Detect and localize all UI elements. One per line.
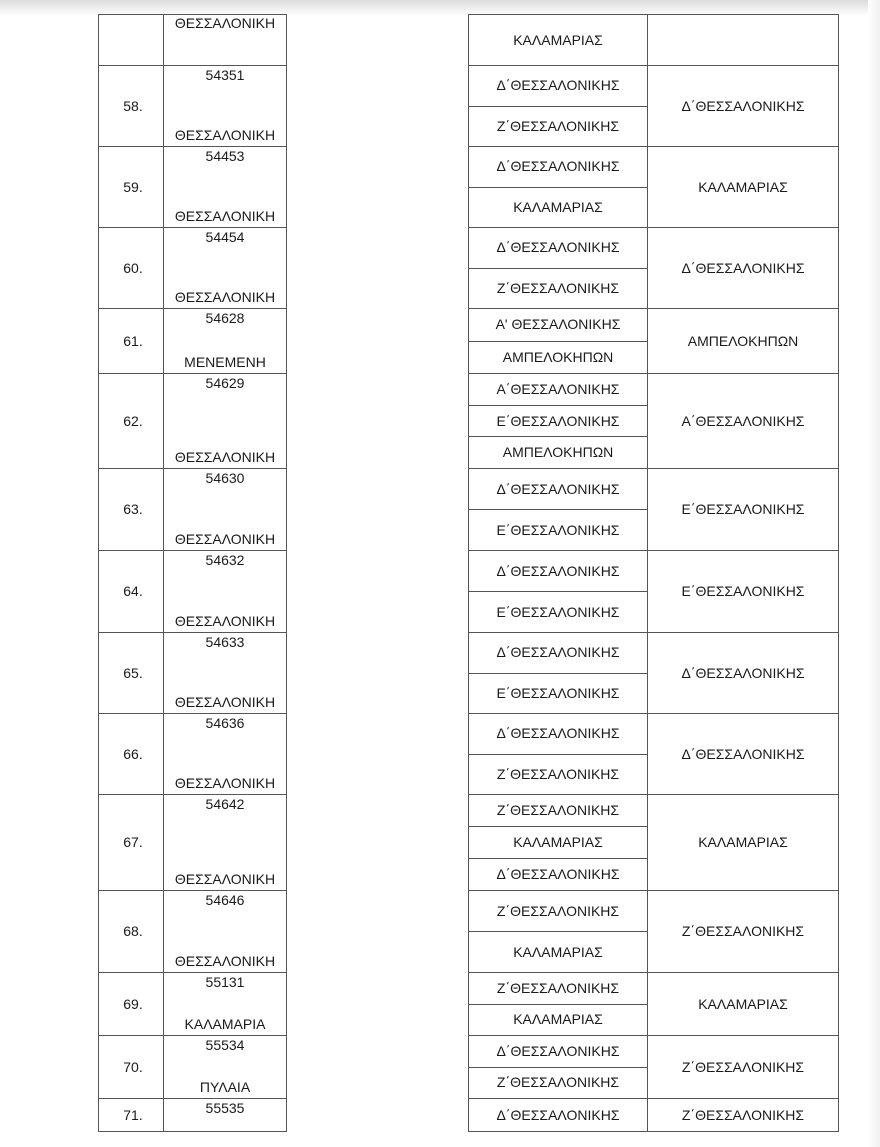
assigned-office: ΑΜΠΕΛΟΚΗΠΩΝ [687, 332, 799, 349]
table-body [99, 15, 839, 1132]
tax-office-item: Δ΄ΘΕΣΣΑΛΟΝΙΚΗΣ [496, 480, 620, 497]
assigned-office-cell [648, 973, 839, 1036]
assigned-office-cell [648, 374, 839, 469]
row-number: 67. [123, 834, 143, 850]
empty-column-cell [287, 66, 469, 147]
tax-office-item: ΚΑΛΑΜΑΡΙΑΣ [469, 1004, 647, 1036]
postal-code-cell [164, 15, 287, 66]
tax-office-item: Δ΄ΘΕΣΣΑΛΟΝΙΚΗΣ [496, 1106, 620, 1123]
table-row [99, 374, 839, 469]
assigned-office: Ζ΄ΘΕΣΣΑΛΟΝΙΚΗΣ [681, 1106, 805, 1123]
postal-code-cell [164, 469, 287, 551]
assigned-office: ΚΑΛΑΜΑΡΙΑΣ [698, 995, 788, 1012]
table-row [99, 469, 839, 551]
postal-code: 55534 [205, 1037, 245, 1053]
city-name: ΘΕΣΣΑΛΟΝΙΚΗ [174, 208, 276, 224]
assigned-office: Ε΄ΘΕΣΣΑΛΟΝΙΚΗΣ [681, 583, 805, 599]
tax-office-item: ΚΑΛΑΜΑΡΙΑΣ [513, 31, 603, 48]
tax-office-item: ΚΑΛΑΜΑΡΙΑΣ [469, 826, 647, 858]
assigned-office-cell [648, 551, 839, 633]
row-number: 60. [123, 259, 143, 276]
postal-city-group [164, 374, 286, 468]
postal-code-cell [164, 551, 287, 633]
tax-office-item: Ζ΄ΘΕΣΣΑΛΟΝΙΚΗΣ [496, 902, 620, 919]
assigned-office-cell [648, 309, 839, 374]
assigned-office-cell [648, 66, 839, 147]
tax-office-list-cell [469, 1036, 648, 1099]
empty-column-cell [287, 469, 469, 551]
row-number: 68. [123, 923, 143, 939]
row-number: 64. [123, 583, 143, 599]
assigned-office-cell [648, 147, 839, 228]
assigned-office-cell [648, 1099, 839, 1132]
postal-city-group [164, 469, 286, 550]
empty-column-cell [287, 714, 469, 795]
tax-office-list [469, 66, 647, 146]
city-name: ΘΕΣΣΑΛΟΝΙΚΗ [174, 449, 276, 465]
row-number: 58. [123, 97, 143, 114]
tax-office-item: Ε΄ΘΕΣΣΑΛΟΝΙΚΗΣ [469, 509, 647, 550]
tax-office-list-cell [469, 374, 648, 469]
row-number-cell [99, 66, 164, 147]
postal-code-cell [164, 891, 287, 973]
postal-city-group [164, 891, 286, 972]
tax-office-list [469, 1036, 647, 1098]
postal-city-group [164, 795, 286, 890]
empty-column-cell [287, 795, 469, 891]
row-number: 71. [123, 1106, 143, 1123]
tax-office-item: Ζ΄ΘΕΣΣΑΛΟΝΙΚΗΣ [469, 268, 647, 309]
empty-column-cell [287, 551, 469, 633]
postal-code-cell [164, 1099, 287, 1132]
tax-office-item: ΑΜΠΕΛΟΚΗΠΩΝ [469, 341, 647, 374]
assigned-office: Α΄ΘΕΣΣΑΛΟΝΙΚΗΣ [681, 412, 805, 429]
assigned-office-cell [648, 469, 839, 551]
tax-office-item: Ζ΄ΘΕΣΣΑΛΟΝΙΚΗΣ [469, 1067, 647, 1099]
postal-code: 54629 [205, 375, 245, 391]
table-row [99, 795, 839, 891]
empty-column-cell [287, 1036, 469, 1099]
table-row [99, 973, 839, 1036]
assigned-office-cell [648, 714, 839, 795]
tax-office-item: Ε΄ΘΕΣΣΑΛΟΝΙΚΗΣ [469, 405, 647, 437]
city-name: ΠΥΛΑΙΑ [199, 1079, 251, 1095]
tax-office-item: Ζ΄ΘΕΣΣΑΛΟΝΙΚΗΣ [469, 106, 647, 147]
assignment-table [98, 14, 839, 1132]
postal-code: 54632 [205, 552, 245, 568]
postal-code: 54453 [205, 148, 245, 164]
postal-city-group [164, 15, 286, 65]
city-name: ΘΕΣΣΑΛΟΝΙΚΗ [174, 613, 276, 629]
table-row [99, 66, 839, 147]
page-right-shadow [868, 0, 880, 1147]
row-number: 65. [123, 664, 143, 681]
row-number: 59. [123, 178, 143, 195]
postal-city-group [164, 147, 286, 227]
city-name: ΘΕΣΣΑΛΟΝΙΚΗ [174, 871, 276, 887]
row-number-cell [99, 633, 164, 714]
table-row [99, 891, 839, 973]
row-number-cell [99, 15, 164, 66]
row-number-cell [99, 1099, 164, 1132]
assigned-office-cell [648, 228, 839, 309]
tax-office-list [469, 228, 647, 308]
postal-code-cell [164, 228, 287, 309]
table-row [99, 147, 839, 228]
postal-city-group [164, 973, 286, 1035]
row-number-cell [99, 973, 164, 1036]
tax-office-list [469, 15, 647, 65]
tax-office-list-cell [469, 973, 648, 1036]
assigned-office: Δ΄ΘΕΣΣΑΛΟΝΙΚΗΣ [681, 97, 805, 114]
tax-office-item: ΚΑΛΑΜΑΡΙΑΣ [469, 187, 647, 228]
postal-city-group [164, 228, 286, 308]
tax-office-list-cell [469, 891, 648, 973]
table-row [99, 633, 839, 714]
tax-office-list [469, 973, 647, 1035]
tax-office-list [469, 633, 647, 713]
assigned-office: Δ΄ΘΕΣΣΑΛΟΝΙΚΗΣ [681, 664, 805, 681]
postal-city-group [164, 1099, 286, 1131]
postal-code-cell [164, 374, 287, 469]
postal-code: 55131 [205, 974, 245, 990]
row-number: 62. [123, 412, 143, 429]
row-number [129, 32, 133, 48]
tax-office-item: Α΄ΘΕΣΣΑΛΟΝΙΚΗΣ [496, 380, 620, 397]
tax-office-list-cell [469, 66, 648, 147]
postal-code: 54351 [205, 67, 245, 83]
tax-office-list [469, 714, 647, 794]
postal-city-group [164, 66, 286, 146]
postal-code-cell [164, 973, 287, 1036]
tax-office-item: Α' ΘΕΣΣΑΛΟΝΙΚΗΣ [495, 316, 621, 333]
city-name: ΘΕΣΣΑΛΟΝΙΚΗ [174, 953, 276, 969]
tax-office-list [469, 891, 647, 972]
empty-column-cell [287, 309, 469, 374]
table-row [99, 551, 839, 633]
row-number-cell [99, 147, 164, 228]
assigned-office: Δ΄ΘΕΣΣΑΛΟΝΙΚΗΣ [681, 745, 805, 762]
table-row [99, 228, 839, 309]
tax-office-list [469, 147, 647, 227]
assigned-office: Δ΄ΘΕΣΣΑΛΟΝΙΚΗΣ [681, 259, 805, 276]
empty-column-cell [287, 973, 469, 1036]
city-name: ΘΕΣΣΑΛΟΝΙΚΗ [174, 531, 276, 547]
row-number: 70. [123, 1058, 143, 1075]
tax-office-list-cell [469, 714, 648, 795]
assigned-office-cell [648, 795, 839, 891]
row-number-cell [99, 714, 164, 795]
tax-office-list [469, 1099, 647, 1131]
row-number-cell [99, 374, 164, 469]
tax-office-item: ΑΜΠΕΛΟΚΗΠΩΝ [469, 436, 647, 468]
table-row [99, 309, 839, 374]
postal-code: 54454 [205, 229, 245, 245]
assigned-office: Ζ΄ΘΕΣΣΑΛΟΝΙΚΗΣ [681, 923, 805, 939]
postal-code-cell [164, 1036, 287, 1099]
assigned-office-cell [648, 891, 839, 973]
empty-column-cell [287, 1099, 469, 1132]
tax-office-item: ΚΑΛΑΜΑΡΙΑΣ [469, 931, 647, 972]
assigned-office: Ζ΄ΘΕΣΣΑΛΟΝΙΚΗΣ [681, 1058, 805, 1075]
assigned-office-cell [648, 633, 839, 714]
postal-city-group [164, 309, 286, 373]
city-name: ΘΕΣΣΑΛΟΝΙΚΗ [174, 775, 276, 791]
postal-city-group [164, 551, 286, 632]
tax-office-item: Δ΄ΘΕΣΣΑΛΟΝΙΚΗΣ [496, 1042, 620, 1059]
tax-office-list-cell [469, 228, 648, 309]
table-row [99, 714, 839, 795]
row-number-cell [99, 1036, 164, 1099]
postal-code-cell [164, 309, 287, 374]
row-number: 66. [123, 745, 143, 762]
tax-office-item: Ε΄ΘΕΣΣΑΛΟΝΙΚΗΣ [469, 673, 647, 714]
assigned-office-cell [648, 15, 839, 66]
row-number-cell [99, 795, 164, 891]
postal-code-cell [164, 633, 287, 714]
postal-code-cell [164, 714, 287, 795]
postal-code: 54642 [205, 796, 245, 812]
postal-code: 54633 [205, 634, 245, 650]
city-name: ΜΕΝΕΜΕΝΗ [184, 354, 266, 370]
tax-office-item: Ζ΄ΘΕΣΣΑΛΟΝΙΚΗΣ [496, 979, 620, 996]
tax-office-item: Δ΄ΘΕΣΣΑΛΟΝΙΚΗΣ [496, 562, 620, 579]
empty-column-cell [287, 891, 469, 973]
row-number: 61. [123, 332, 143, 349]
tax-office-list [469, 795, 647, 890]
row-number-cell [99, 228, 164, 309]
postal-city-group [164, 1036, 286, 1098]
tax-office-item: Δ΄ΘΕΣΣΑΛΟΝΙΚΗΣ [496, 239, 620, 256]
postal-city-group [164, 714, 286, 794]
assigned-office: ΚΑΛΑΜΑΡΙΑΣ [698, 834, 788, 850]
table-row [99, 1036, 839, 1099]
assigned-office: ΚΑΛΑΜΑΡΙΑΣ [698, 178, 788, 195]
city-name: ΘΕΣΣΑΛΟΝΙΚΗ [174, 289, 276, 305]
postal-city-group [164, 633, 286, 713]
tax-office-list [469, 469, 647, 550]
tax-office-list-cell [469, 15, 648, 66]
tax-office-item: Ζ΄ΘΕΣΣΑΛΟΝΙΚΗΣ [496, 802, 620, 818]
assigned-office-cell [648, 1036, 839, 1099]
tax-office-item: Δ΄ΘΕΣΣΑΛΟΝΙΚΗΣ [496, 77, 620, 94]
tax-office-list-cell [469, 633, 648, 714]
postal-code-cell [164, 795, 287, 891]
postal-code-cell [164, 66, 287, 147]
city-name: ΘΕΣΣΑΛΟΝΙΚΗ [174, 15, 276, 31]
tax-office-list-cell [469, 795, 648, 891]
tax-office-item: Δ΄ΘΕΣΣΑΛΟΝΙΚΗΣ [496, 158, 620, 175]
tax-office-list [469, 551, 647, 632]
postal-code: 54628 [205, 310, 245, 326]
tax-office-list-cell [469, 1099, 648, 1132]
tax-office-list [469, 309, 647, 373]
postal-code-cell [164, 147, 287, 228]
row-number-cell [99, 551, 164, 633]
empty-column-cell [287, 633, 469, 714]
city-name: ΘΕΣΣΑΛΟΝΙΚΗ [174, 694, 276, 710]
tax-office-list [469, 374, 647, 468]
city-name: ΚΑΛΑΜΑΡΙΑ [184, 1016, 266, 1032]
city-name: ΘΕΣΣΑΛΟΝΙΚΗ [174, 127, 276, 143]
empty-column-cell [287, 147, 469, 228]
row-number: 63. [123, 501, 143, 517]
tax-office-list-cell [469, 147, 648, 228]
postal-code: 54636 [205, 715, 245, 731]
tax-office-item: Ε΄ΘΕΣΣΑΛΟΝΙΚΗΣ [469, 591, 647, 632]
row-number: 69. [123, 995, 143, 1012]
row-number-cell [99, 891, 164, 973]
tax-office-item: Δ΄ΘΕΣΣΑΛΟΝΙΚΗΣ [469, 858, 647, 890]
row-number-cell [99, 309, 164, 374]
table-row [99, 1099, 839, 1132]
table-row [99, 15, 839, 66]
postal-code: 54630 [205, 470, 245, 486]
tax-office-item: Ζ΄ΘΕΣΣΑΛΟΝΙΚΗΣ [469, 754, 647, 795]
postal-code: 55535 [205, 1100, 245, 1116]
tax-office-list-cell [469, 469, 648, 551]
postal-code: 54646 [205, 892, 245, 908]
tax-office-list-cell [469, 551, 648, 633]
tax-office-item: Δ΄ΘΕΣΣΑΛΟΝΙΚΗΣ [496, 725, 620, 742]
row-number-cell [99, 469, 164, 551]
assigned-office: Ε΄ΘΕΣΣΑΛΟΝΙΚΗΣ [681, 501, 805, 517]
empty-column-cell [287, 228, 469, 309]
empty-column-cell [287, 374, 469, 469]
empty-column-cell [287, 15, 469, 66]
tax-office-item: Δ΄ΘΕΣΣΑΛΟΝΙΚΗΣ [496, 644, 620, 661]
tax-office-list-cell [469, 309, 648, 374]
